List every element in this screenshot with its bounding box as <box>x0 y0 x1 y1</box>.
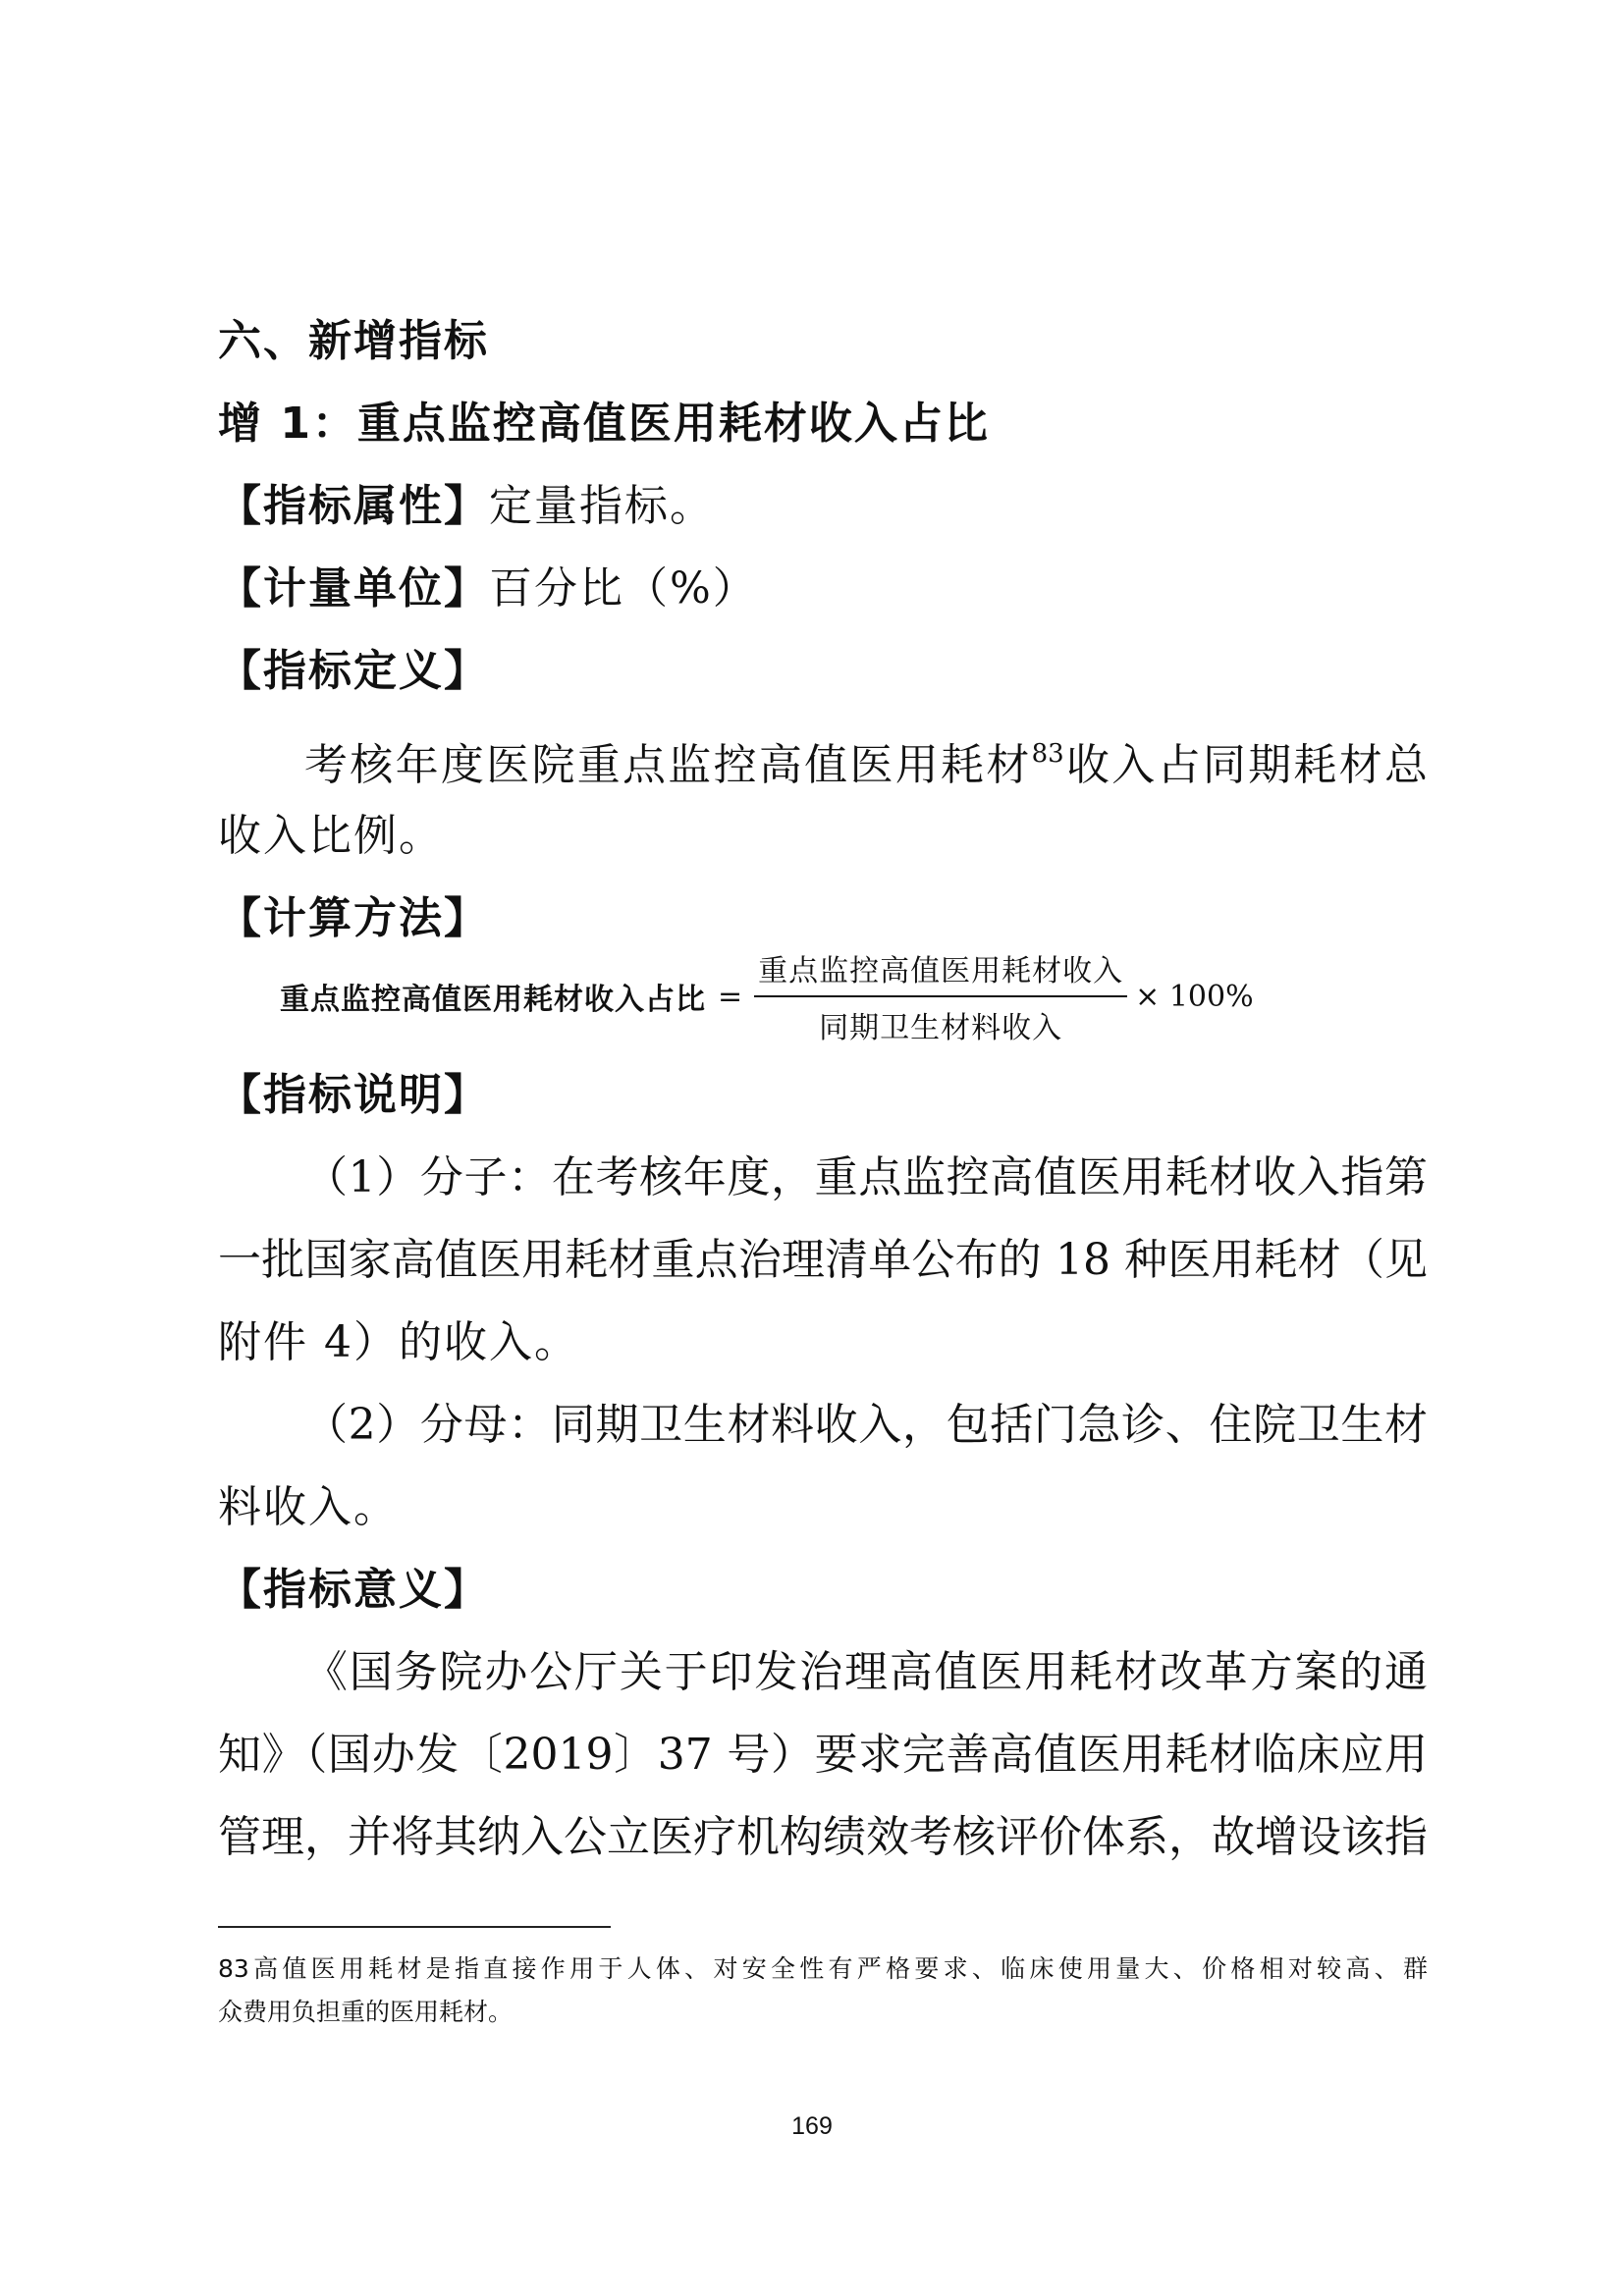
definition-text-line-1 <box>218 724 1428 795</box>
definition-heading <box>218 642 1428 701</box>
footnote-line-2: 众费用负担重的医用耗材。 <box>218 1998 514 2026</box>
definition-text-line-2: 收入比例。 <box>218 811 444 861</box>
calculation-label: 【计算方法】 <box>218 893 489 943</box>
calculation-heading <box>218 889 1428 948</box>
explanation-heading <box>218 1066 1428 1125</box>
formula-lhs: 重点监控高值医用耗材收入占比 <box>280 983 706 1017</box>
formula-denominator: 同期卫生材料收入 <box>819 1011 1063 1045</box>
attribute-label: 【指标属性】 <box>218 481 489 531</box>
explanation-p1-line-2: 一批国家高值医用耗材重点治理清单公布的 18 种医用耗材（见 <box>218 1235 1428 1285</box>
explanation-p2-line-2: 料收入。 <box>218 1482 399 1532</box>
formula-fraction <box>754 946 1127 1046</box>
explanation-p2-line-1: （2）分母：同期卫生材料收入，包括门急诊、住院卫生材 <box>304 1400 1428 1450</box>
formula-equals: = <box>718 979 743 1014</box>
definition-text-part-b: 收入占同期耗材总 <box>1063 740 1429 790</box>
definition-label: 【指标定义】 <box>218 646 489 696</box>
footnote-divider <box>218 1926 611 1928</box>
attribute-value: 定量指标。 <box>489 481 715 531</box>
unit-row <box>218 560 1428 618</box>
significance-line-3: 管理，并将其纳入公立医疗机构绩效考核评价体系，故增设该指 <box>218 1812 1428 1862</box>
section-heading: 六、新增指标 <box>218 316 489 366</box>
significance-line-2: 知》（国办发〔2019〕37 号）要求完善高值医用耗材临床应用 <box>218 1730 1428 1780</box>
formula-numerator: 重点监控高值医用耗材收入 <box>758 954 1124 988</box>
explanation-label: 【指标说明】 <box>218 1070 489 1120</box>
unit-value: 百分比（%） <box>489 563 758 614</box>
indicator-title: 增 1：重点监控高值医用耗材收入占比 <box>218 399 990 449</box>
formula-multiplier: × 100% <box>1135 979 1254 1014</box>
unit-label: 【计量单位】 <box>218 563 489 614</box>
explanation-p1-line-1: （1）分子：在考核年度，重点监控高值医用耗材收入指第 <box>304 1152 1428 1202</box>
footnote-line-1: 83高值医用耗材是指直接作用于人体、对安全性有严格要求、临床使用量大、价格相对较高、群 <box>218 1954 1428 1983</box>
footnote-reference[interactable]: 83 <box>1031 739 1064 769</box>
explanation-p1-line-3: 附件 4）的收入。 <box>218 1317 579 1367</box>
significance-label: 【指标意义】 <box>218 1565 489 1615</box>
calculation-formula <box>280 942 1254 1050</box>
attribute-row <box>218 477 1428 536</box>
page-number: 169 <box>791 2112 833 2140</box>
definition-text-part-a: 考核年度医院重点监控高值医用耗材 <box>304 740 1032 790</box>
significance-line-1: 《国务院办公厅关于印发治理高值医用耗材改革方案的通 <box>304 1647 1428 1697</box>
significance-heading <box>218 1561 1428 1620</box>
